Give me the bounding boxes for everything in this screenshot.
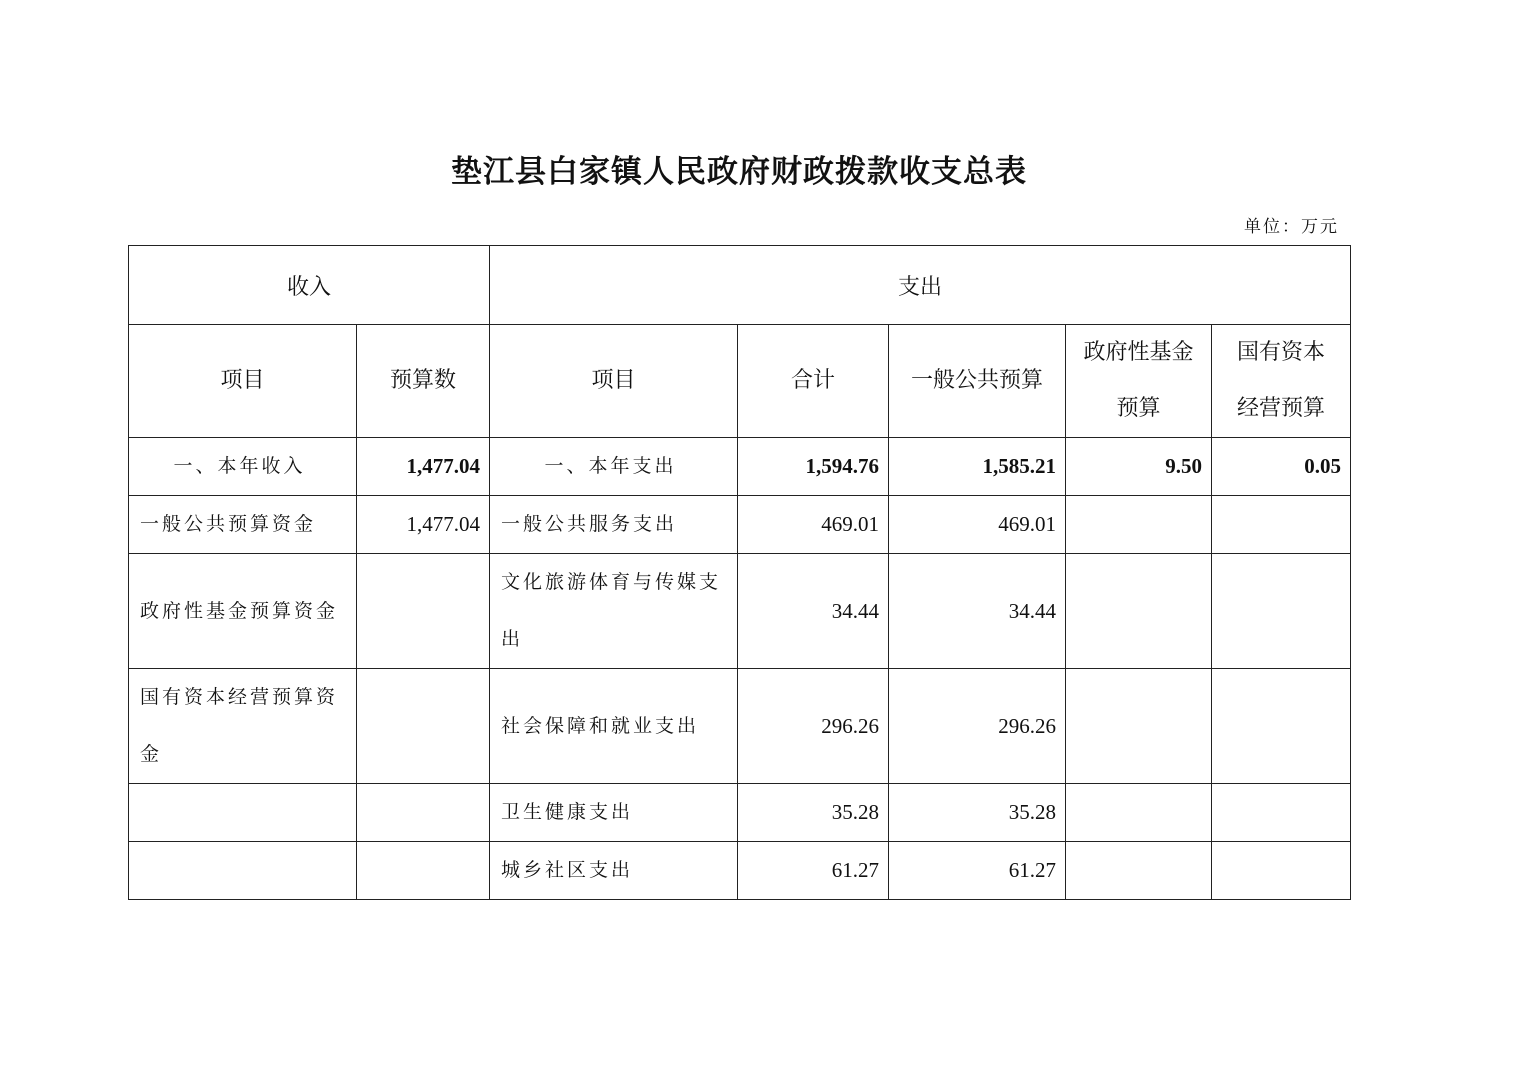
income-item-cell: 一般公共预算资金 [129, 496, 357, 554]
income-budget-cell [357, 842, 490, 900]
expense-item-cell: 文化旅游体育与传媒支出 [490, 554, 738, 669]
state-capital-cell [1212, 842, 1351, 900]
general-budget-cell: 469.01 [889, 496, 1066, 554]
state-capital-budget-header: 国有资本经营预算 [1212, 325, 1351, 438]
income-budget-cell [357, 669, 490, 784]
table-row [129, 438, 1351, 496]
expense-item-cell: 一、本年支出 [490, 438, 738, 496]
income-budget-cell: 1,477.04 [357, 438, 490, 496]
total-cell: 296.26 [738, 669, 889, 784]
general-budget-cell: 61.27 [889, 842, 1066, 900]
income-item-cell: 国有资本经营预算资金 [129, 669, 357, 784]
income-item-cell [129, 842, 357, 900]
total-cell: 1,594.76 [738, 438, 889, 496]
income-budget-header: 预算数 [357, 325, 490, 438]
state-capital-cell [1212, 669, 1351, 784]
header-row-top [129, 246, 1351, 325]
page-title: 垫江县白家镇人民政府财政拨款收支总表 [451, 154, 1027, 190]
general-budget-cell: 35.28 [889, 784, 1066, 842]
expense-item-cell: 城乡社区支出 [490, 842, 738, 900]
income-item-cell [129, 784, 357, 842]
gov-fund-cell [1066, 496, 1212, 554]
gov-fund-budget-header: 政府性基金预算 [1066, 325, 1212, 438]
total-cell: 469.01 [738, 496, 889, 554]
expense-item-cell: 卫生健康支出 [490, 784, 738, 842]
general-budget-cell: 1,585.21 [889, 438, 1066, 496]
income-item-header: 项目 [129, 325, 357, 438]
total-cell: 35.28 [738, 784, 889, 842]
table-row [129, 669, 1351, 784]
income-item-cell: 政府性基金预算资金 [129, 554, 357, 669]
income-budget-cell [357, 554, 490, 669]
state-capital-cell: 0.05 [1212, 438, 1351, 496]
general-budget-cell: 34.44 [889, 554, 1066, 669]
table-row [129, 496, 1351, 554]
expense-item-header: 项目 [490, 325, 738, 438]
expense-item-cell: 社会保障和就业支出 [490, 669, 738, 784]
general-budget-cell: 296.26 [889, 669, 1066, 784]
income-budget-cell [357, 784, 490, 842]
unit-label: 单位：万元 [1244, 217, 1339, 237]
income-item-cell: 一、本年收入 [129, 438, 357, 496]
table-row [129, 554, 1351, 669]
general-budget-header: 一般公共预算 [889, 325, 1066, 438]
income-header: 收入 [129, 246, 490, 325]
expense-header: 支出 [490, 246, 1351, 325]
total-header: 合计 [738, 325, 889, 438]
table-row [129, 842, 1351, 900]
state-capital-cell [1212, 784, 1351, 842]
total-cell: 61.27 [738, 842, 889, 900]
expense-item-cell: 一般公共服务支出 [490, 496, 738, 554]
gov-fund-cell [1066, 842, 1212, 900]
total-cell: 34.44 [738, 554, 889, 669]
header-row-columns [129, 325, 1351, 438]
gov-fund-cell [1066, 784, 1212, 842]
state-capital-cell [1212, 554, 1351, 669]
gov-fund-cell: 9.50 [1066, 438, 1212, 496]
state-capital-cell [1212, 496, 1351, 554]
gov-fund-cell [1066, 554, 1212, 669]
gov-fund-cell [1066, 669, 1212, 784]
income-budget-cell: 1,477.04 [357, 496, 490, 554]
table-row [129, 784, 1351, 842]
budget-table [128, 245, 1351, 900]
